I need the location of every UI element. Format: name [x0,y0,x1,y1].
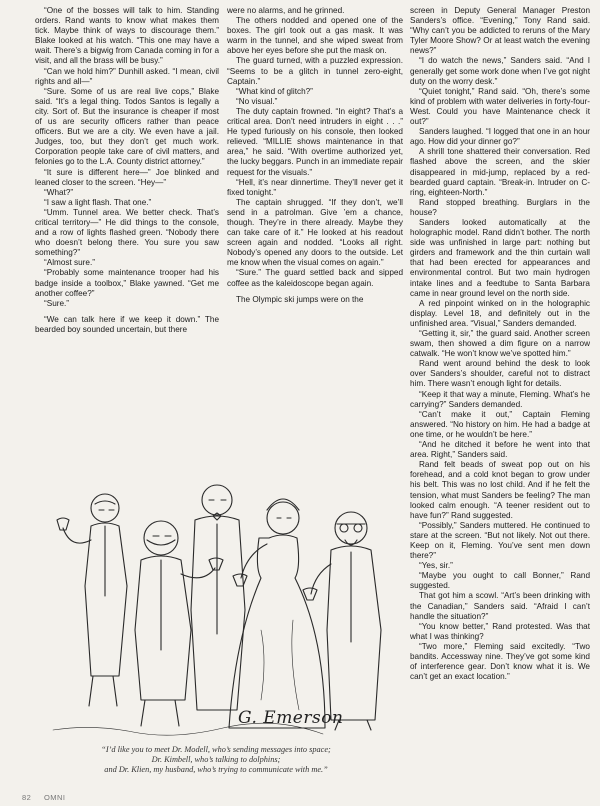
paragraph: Rand stopped breathing. Burglars in the house? [410,197,590,217]
paragraph: “I saw a light flash. That one.” [44,197,152,207]
paragraph: “No visual.” [236,96,278,106]
cartoon-caption [36,745,396,775]
paragraph: “Can we hold him?” Dunhill asked. “I mean, civil rights and all—” [35,66,219,86]
paragraph: “I do watch the news,” Sanders said. “And I generally get some work done when I’ve got night duty on the worry desk.” [410,56,590,86]
paragraph: A shrill tone shattered their conversation. Red flashed above the screen, and the skier disappeared in mid-jump, replaced by a red-bearded guard captain. “Break-in. Intruder on C-ring, eighteen-North.” [410,147,590,197]
paragraph: The Olympic ski jumps were on the [236,294,364,304]
paragraph: “Umm. Tunnel area. We better check. That’s critical territory—” He did things to the console, and a row of lights flashed green. “Nobody there who doesn’t belong there. You sure you saw something?” [35,207,219,258]
page-footer [22,793,76,802]
magazine-name: OMNI [43,793,66,802]
paragraph: “It sure is different here—” Joe blinked and leaned closer to the screen. “Hey—” [35,167,219,187]
paragraph: “Sure. Some of us are real live cops,” Blake said. “It’s a legal thing. Todos Santos is legally a city. Sort of. But the insurance is cheaper if most of us are security officers rather than peace officers. But we are a city. We even have a jail. Judges, too, but they don’t get much work. Corporation people take care of civil matters, and felonies go to the L.A. County district attorney.” [35,86,219,167]
paragraph: “We can talk here if we keep it down.” The bearded boy sounded uncertain, but there [35,314,219,334]
paragraph: The captain shrugged. “If they don’t, we’ll send in a patrolman. Give ’em a chance, though. They’re in there already. Maybe they can take care of it.” He looked at his readout screen again and nodded. “Looks all right. Nobody’s opened any doors to the outside. Let me know when the visual comes on again.” [227,197,403,268]
paragraph: Sanders laughed. “I logged that one in an hour ago. How did your dinner go?” [410,127,590,147]
paragraph: “Sure.” [44,298,70,308]
paragraph: “Sure.” The guard settled back and sipped coffee as the kaleidoscope began again. [227,268,403,288]
text-column-3 [410,6,590,796]
artist-signature: G. Emerson [238,708,344,728]
caption-line: Dr. Kimbell, who’s talking to dolphins; [151,755,281,764]
paragraph: “Can’t make it out,” Captain Fleming answered. “No history on him. He had a badge at one time, or he wouldn’t be here.” [410,409,590,439]
page-number: 82 [22,793,32,802]
paragraph: “Possibly,” Sanders muttered. He continued to stare at the screen. “But not likely. Not out there. Keep on it, Fleming. You’ve sent men down there?” [410,520,590,561]
paragraph: screen in Deputy General Manager Preston Sanders’s office. “Evening,” Tony Rand said. “Why can’t you be addicted to reruns of the Mary Tyler Moore Show? Or at least watch the evening news?” [410,6,590,56]
paragraph: A red pinpoint winked on in the holographic display. Level 18, and definitely out in the unfinished area. “Visual,” Sanders demanded. [410,298,590,328]
paragraph: “What?” [44,187,74,197]
paragraph: “Almost sure.” [44,258,95,268]
paragraph: “One of the bosses will talk to him. Standing orders. Rand wants to know what makes them tick. Maybe think of ways to discourage them.” Blake looked at his watch. “This one may have a wait. There’s a bigwig from Canada coming in for a visit, and all the brass will be busy.” [35,6,219,66]
text-column-2 [227,6,403,476]
paragraph: “Yes, sir.” [419,561,453,571]
paragraph: “Probably some maintenance trooper had his badge inside a toolbox,” Blake yawned. “Get me another coffee?” [35,268,219,298]
paragraph: Rand went around behind the desk to look over Sanders’s shoulder, careful not to distract him. There wasn’t enough light for details. [410,359,590,389]
paragraph: The others nodded and opened one of the boxes. The girl took out a gas mask. It was warm in the tunnel, and she wiped sweat from above her eyes before she put the mask on. [227,16,403,56]
caption-line: “I’d like you to meet Dr. Modell, who’s sending messages into space; [101,745,331,754]
paragraph: “Quiet tonight,” Rand said. “Oh, there’s some kind of problem with water deliveries in forty-four-West. Could you have Maintenance check it out?” [410,86,590,127]
paragraph: “Maybe you ought to call Bonner,” Rand suggested. [410,571,590,591]
paragraph: Rand felt beads of sweat pop out on his forehead, and a cold knot began to grow under his belt. This was no lost child. And if he felt the tension, what must Sanders be feeling? The man looked calm enough. “A teener resident out to have fun?” Rand suggested. [410,460,590,520]
paragraph: “Keep it that way a minute, Fleming. What’s he carrying?” Sanders demanded. [410,389,590,409]
paragraph: were no alarms, and he grinned. [227,6,345,15]
paragraph: That got him a scowl. “Art’s been drinking with the Canadian,” Sanders said. “Afraid I can’t handle the situation?” [410,591,590,621]
paragraph: Sanders looked automatically at the holographic model. Rand didn’t bother. The north side was unfinished in large part: nothing but girders and framework and the thin curtain wall that had been erected for appearances and environmental control. But two main hydrogen intake lines and a feedtube to Santa Barbara came in near ground level on the north side. [410,217,590,298]
paragraph: “Two more,” Fleming said excitedly. “Two bandits. Accessway nine. They’ve got some kind of interference gear. Don’t know what it is. We can’t get an exact location.” [410,641,590,682]
caption-line: and Dr. Klien, my husband, who’s trying to communicate with me.” [104,765,328,774]
paragraph: “What kind of glitch?” [236,86,313,96]
text-column-1 [35,6,219,480]
paragraph: “Getting it, sir,” the guard said. Another screen swam, then showed a dim figure on a narrow catwalk. “He won’t know we’ve spotted him.” [410,329,590,359]
paragraph: “You know better,” Rand protested. Was that what I was thinking? [410,621,590,641]
paragraph: “And he ditched it before he went into that area. Right,” Sanders said. [410,440,590,460]
paragraph: The guard turned, with a puzzled expression. “Seems to be a glitch in tunnel zero-eight, Captain.” [227,56,403,86]
paragraph: The duty captain frowned. “In eight? That’s a critical area. Don’t need intruders in eight . . .” He typed furiously on his console, then looked relieved. “MILLIE shows maintenance in that area,” he said. “With overtime authorized yet, the lucky beggars. Punch in an immediate repair request for the visuals.” [227,106,403,177]
paragraph: “Hell, it’s near dinnertime. They’ll never get it fixed tonight.” [227,177,403,197]
